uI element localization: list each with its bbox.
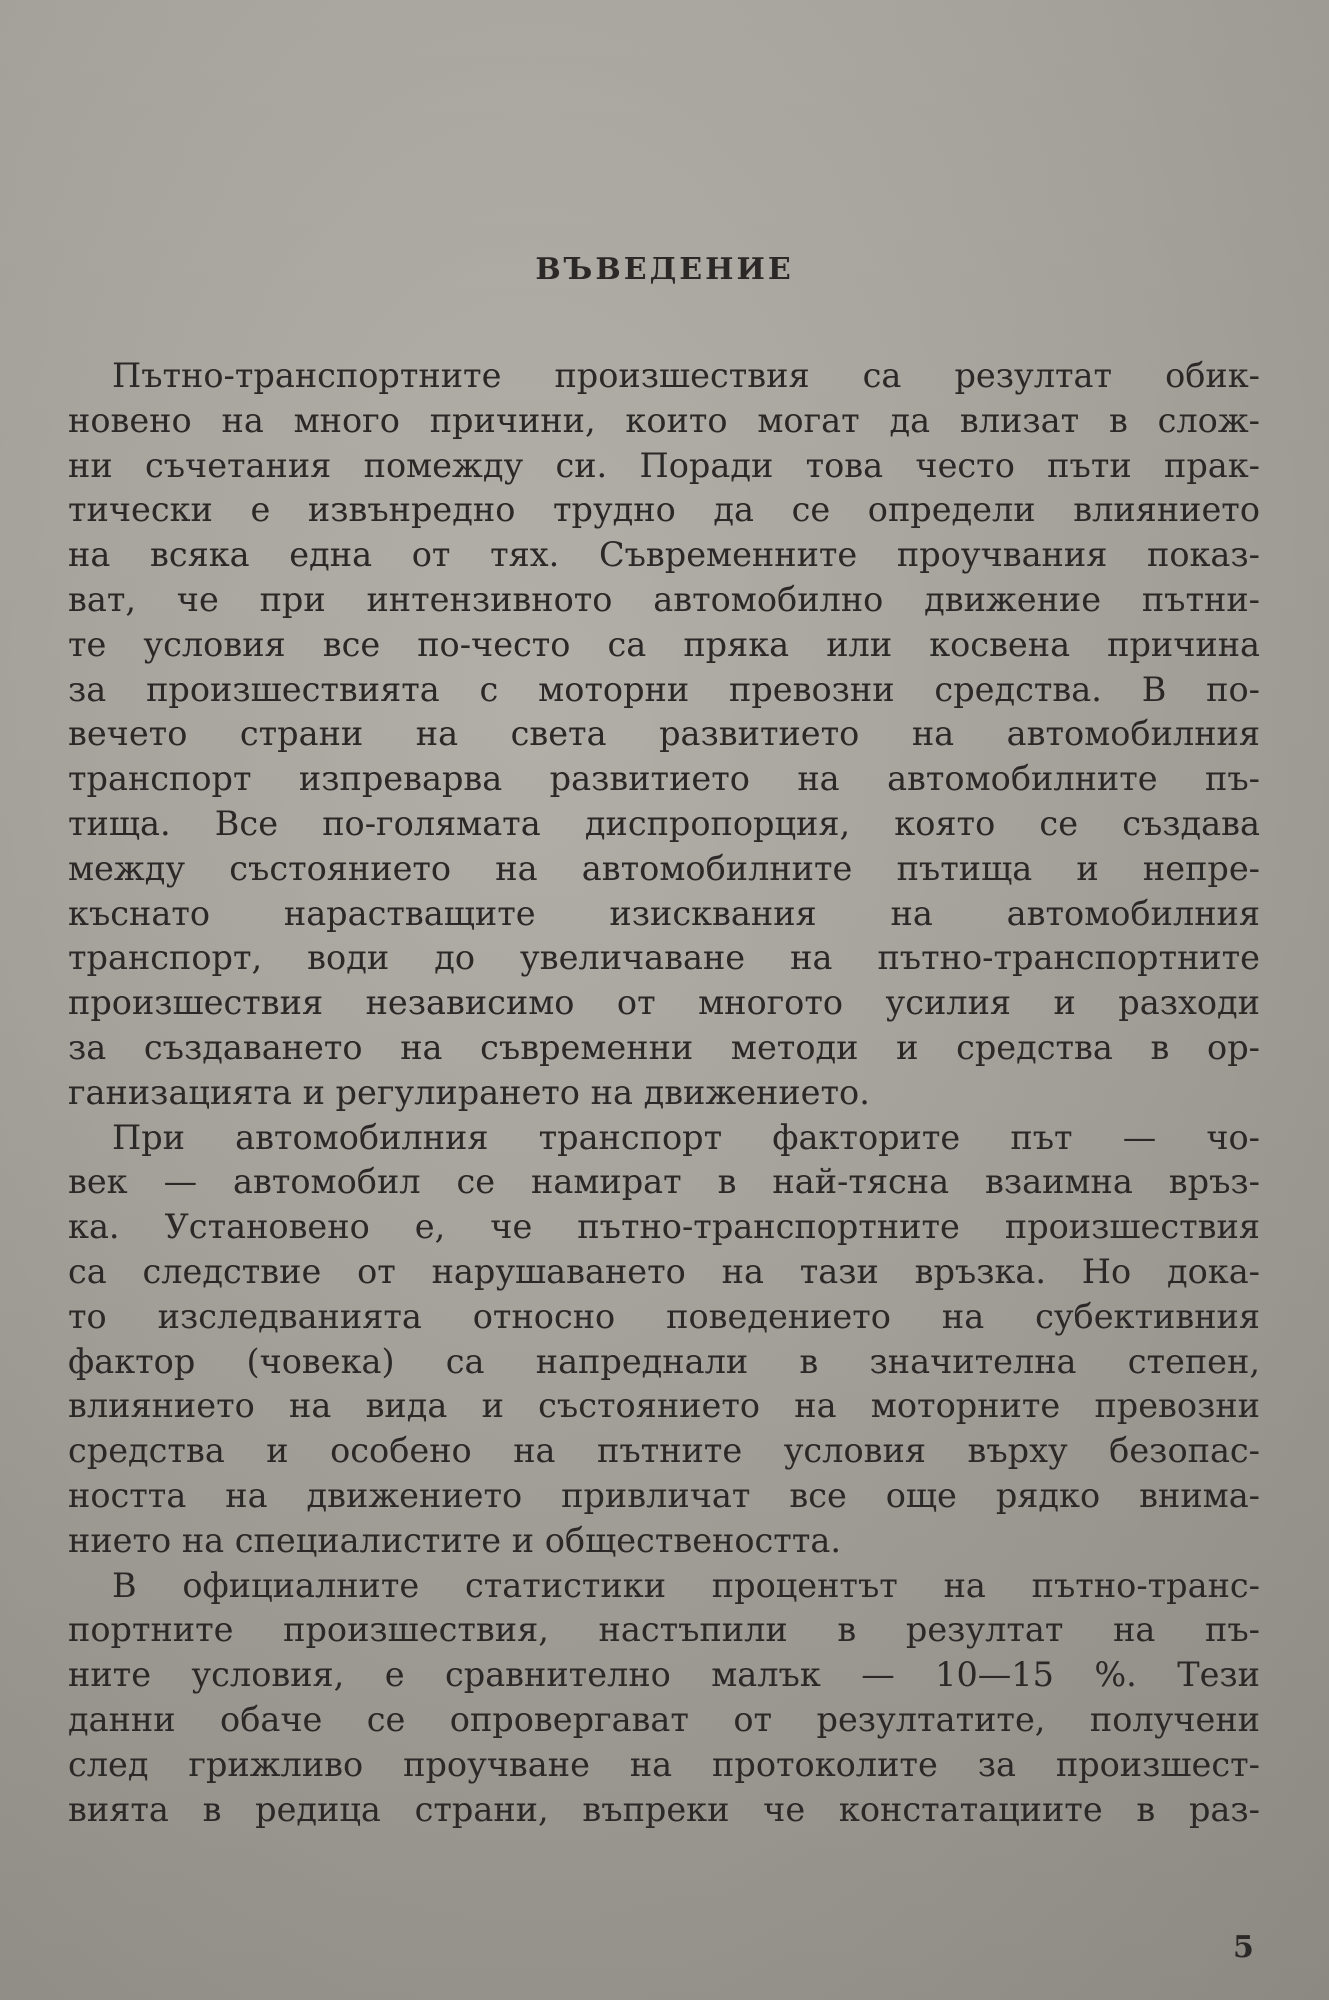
text-line: транспорт изпреварва развитието на автомобилните пъ- (68, 759, 1260, 799)
text-line: В официалните статистики процентът на пътно-транс- (112, 1565, 1260, 1605)
text-line: то изследванията относно поведението на субективния (68, 1296, 1260, 1336)
text-line: ка. Установено е, че пътно-транспортните произшествия (68, 1207, 1260, 1247)
text-line: влиянието на вида и състоянието на моторните превозни (68, 1386, 1260, 1426)
text-line: вията в редица страни, въпреки че констатациите в раз- (68, 1789, 1260, 1829)
chapter-title: ВЪВЕДЕНИЕ (535, 252, 794, 287)
text-line: век — автомобил се намират в най-тясна взаимна връз- (68, 1162, 1260, 1202)
text-line: тически е извънредно трудно да се определи влиянието (68, 490, 1260, 530)
text-line: за произшествията с моторни превозни средства. В по- (68, 669, 1260, 709)
body-text (68, 354, 1260, 1832)
text-line: вечето страни на света развитието на автомобилния (68, 714, 1260, 754)
text-line: фактор (човека) са напреднали в значителна степен, (68, 1341, 1260, 1381)
text-line: нието на специалистите и обществеността. (68, 1520, 841, 1560)
text-line: те условия все по-често са пряка или косвена причина (68, 624, 1260, 664)
text-line: ват, че при интензивното автомобилно движение пътни- (68, 579, 1260, 619)
text-line: транспорт, води до увеличаване на пътно-транспортните (68, 938, 1260, 978)
text-line: Пътно-транспортните произшествия са резултат обик- (112, 356, 1260, 395)
text-line: При автомобилния транспорт факторите път — чо- (112, 1117, 1260, 1157)
text-line: след грижливо проучване на протоколите за произшест- (68, 1744, 1260, 1784)
text-line: портните произшествия, настъпили в резултат на пъ- (68, 1610, 1260, 1650)
text-line: къснато нарастващите изисквания на автомобилния (68, 893, 1260, 933)
text-line: за създаването на съвременни методи и средства в ор- (68, 1027, 1260, 1067)
text-line: средства и особено на пътните условия върху безопас- (68, 1431, 1260, 1471)
text-line: са следствие от нарушаването на тази връзка. Но дока- (68, 1251, 1260, 1291)
text-line: ни съчетания помежду си. Поради това често пъти прак- (68, 445, 1260, 485)
text-line: новено на много причини, които могат да влизат в слож- (68, 400, 1260, 440)
text-line: произшествия независимо от многото усилия и разходи (68, 983, 1260, 1023)
text-line: данни обаче се опровергават от резултатите, получени (68, 1699, 1260, 1739)
page-number: 5 (1233, 1930, 1254, 1965)
text-line: тища. Все по-голямата диспропорция, която се създава (68, 803, 1260, 843)
text-line: между състоянието на автомобилните пътища и непре- (68, 848, 1260, 888)
text-line: ността на движението привличат все още рядко внима- (68, 1475, 1260, 1515)
text-line: ните условия, е сравнително малък — 10—15 %. Тези (68, 1655, 1260, 1695)
text-line: на всяка една от тях. Съвременните проучвания показ- (68, 535, 1260, 575)
text-line: ганизацията и регулирането на движението. (68, 1072, 870, 1112)
